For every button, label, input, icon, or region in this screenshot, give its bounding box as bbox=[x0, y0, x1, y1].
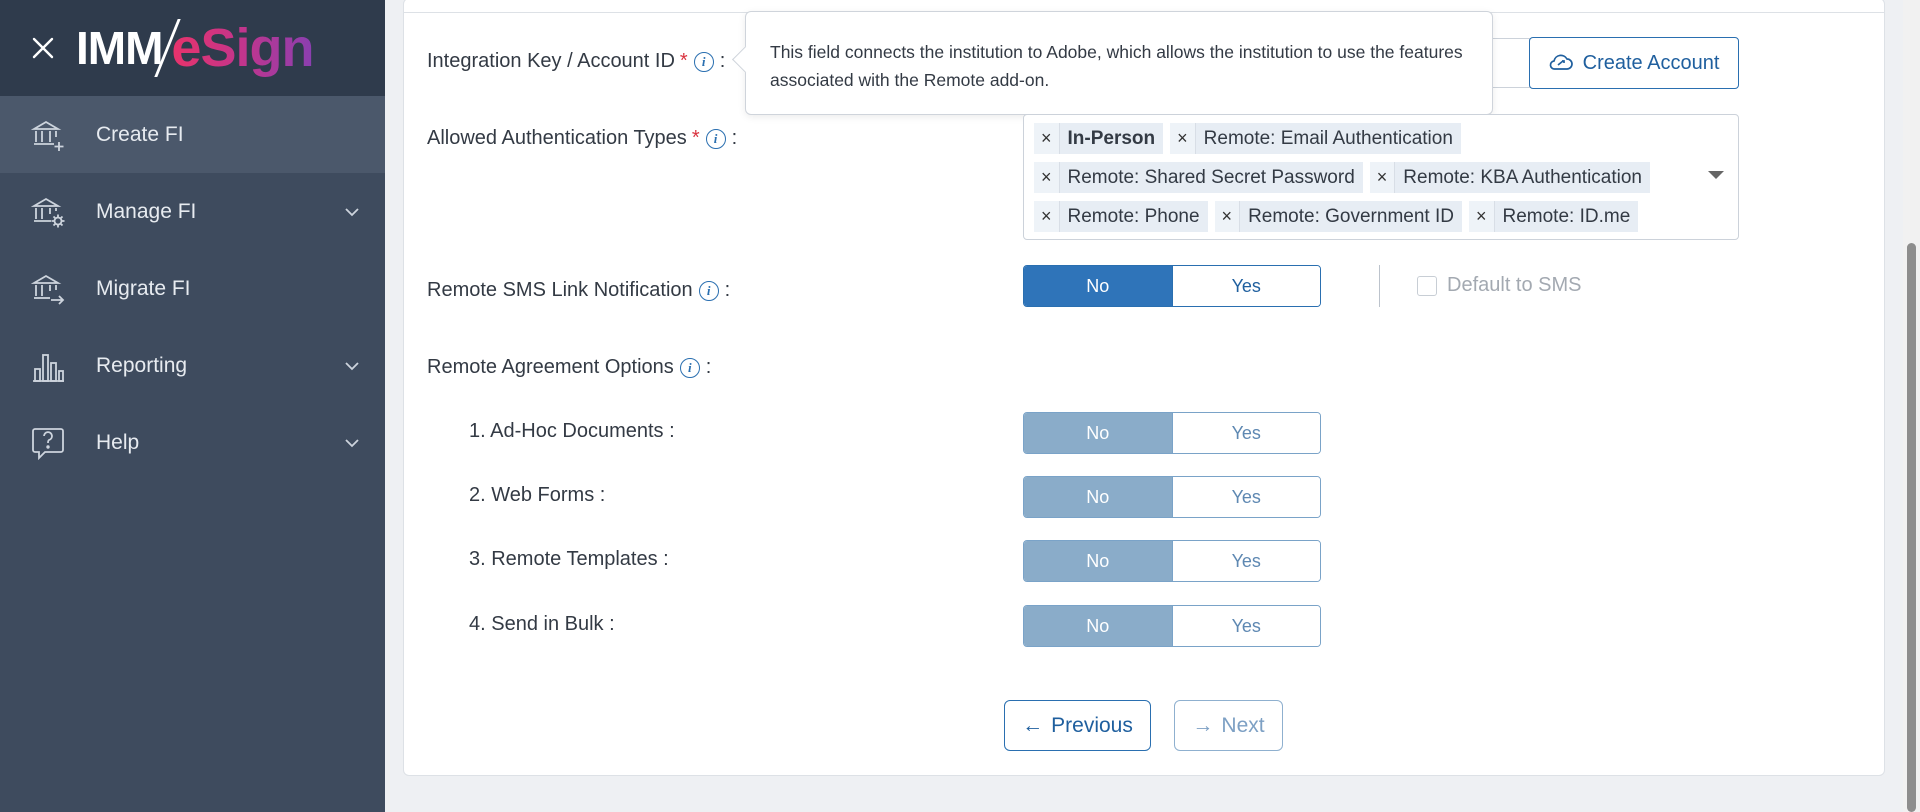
logo-imm: IMM bbox=[76, 22, 163, 74]
web-forms-toggle bbox=[1023, 476, 1321, 518]
chip-idme bbox=[1469, 201, 1638, 232]
adhoc-documents-label: 1. Ad-Hoc Documents : bbox=[469, 420, 675, 442]
toggle-no-button[interactable]: No bbox=[1024, 266, 1172, 306]
chip-label: In-Person bbox=[1060, 123, 1164, 154]
toggle-yes-button[interactable]: Yes bbox=[1172, 413, 1321, 453]
chevron-down-icon bbox=[343, 434, 361, 452]
toggle-yes-button[interactable]: Yes bbox=[1172, 541, 1321, 581]
sidebar-item-migrate-fi[interactable] bbox=[0, 250, 385, 327]
auth-types-label bbox=[427, 127, 737, 150]
chip-in-person bbox=[1034, 123, 1163, 154]
sidebar-item-create-fi[interactable] bbox=[0, 96, 385, 173]
chevron-down-icon bbox=[343, 357, 361, 375]
chip-kba-auth bbox=[1370, 162, 1650, 193]
sidebar-header bbox=[0, 0, 385, 96]
default-to-sms-label: Default to SMS bbox=[1447, 274, 1582, 296]
caret-down-icon[interactable] bbox=[1708, 171, 1724, 179]
bank-add-icon bbox=[30, 117, 66, 153]
create-account-label: Create Account bbox=[1582, 51, 1720, 74]
chip-label: Remote: ID.me bbox=[1495, 201, 1639, 232]
sms-link-text: Remote SMS Link Notification bbox=[427, 279, 693, 301]
arrow-left-icon: ← bbox=[1022, 713, 1044, 737]
adhoc-documents-toggle bbox=[1023, 412, 1321, 454]
sidebar-item-label: Migrate FI bbox=[96, 276, 191, 300]
tooltip-text: This field connects the institution to Adobe, which allows the institution to use the features associated with the Remote add-on. bbox=[770, 42, 1463, 90]
sidebar-item-label: Manage FI bbox=[96, 199, 197, 223]
chip-label: Remote: Shared Secret Password bbox=[1060, 162, 1363, 193]
chip-remove-icon[interactable]: × bbox=[1034, 162, 1060, 193]
integration-key-text: Integration Key / Account ID bbox=[427, 50, 675, 72]
auth-types-multiselect[interactable] bbox=[1023, 114, 1739, 240]
chip-remove-icon[interactable]: × bbox=[1370, 162, 1396, 193]
sidebar-item-label: Help bbox=[96, 430, 140, 454]
previous-button[interactable] bbox=[1004, 700, 1151, 751]
chip-label: Remote: Phone bbox=[1060, 201, 1208, 232]
default-to-sms-checkbox[interactable] bbox=[1417, 276, 1437, 296]
next-label: Next bbox=[1221, 713, 1265, 737]
chip-label: Remote: Email Authentication bbox=[1196, 123, 1461, 154]
agreement-options-text: Remote Agreement Options bbox=[427, 356, 674, 378]
cloud-key-icon bbox=[1549, 53, 1573, 73]
label-colon: : bbox=[731, 127, 738, 149]
bank-gear-icon bbox=[30, 194, 66, 230]
previous-label: Previous bbox=[1051, 713, 1133, 737]
chip-shared-secret bbox=[1034, 162, 1363, 193]
info-icon[interactable]: i bbox=[694, 52, 714, 72]
chip-government-id bbox=[1215, 201, 1462, 232]
app-logo bbox=[76, 0, 313, 96]
sidebar-item-help[interactable] bbox=[0, 404, 385, 481]
toggle-no-button[interactable]: No bbox=[1024, 413, 1172, 453]
agreement-options-label bbox=[427, 356, 711, 379]
next-button[interactable] bbox=[1174, 700, 1283, 751]
remote-templates-toggle bbox=[1023, 540, 1321, 582]
bar-chart-icon bbox=[30, 348, 66, 384]
chip-email-auth bbox=[1170, 123, 1461, 154]
toggle-yes-button[interactable]: Yes bbox=[1172, 266, 1321, 306]
bank-arrow-icon bbox=[30, 271, 66, 307]
info-tooltip bbox=[745, 11, 1493, 115]
remote-templates-label: 3. Remote Templates : bbox=[469, 548, 669, 570]
chip-label: Remote: KBA Authentication bbox=[1395, 162, 1650, 193]
chip-remove-icon[interactable]: × bbox=[1469, 201, 1495, 232]
send-in-bulk-toggle bbox=[1023, 605, 1321, 647]
required-asterisk: * bbox=[691, 127, 700, 149]
toggle-yes-button[interactable]: Yes bbox=[1172, 477, 1321, 517]
info-icon[interactable]: i bbox=[680, 358, 700, 378]
sidebar-item-label: Reporting bbox=[96, 353, 188, 377]
toggle-yes-button[interactable]: Yes bbox=[1172, 606, 1321, 646]
divider bbox=[1379, 265, 1380, 307]
toggle-no-button[interactable]: No bbox=[1024, 541, 1172, 581]
auth-types-text: Allowed Authentication Types bbox=[427, 127, 687, 149]
sidebar-item-reporting[interactable] bbox=[0, 327, 385, 404]
chip-remove-icon[interactable]: × bbox=[1034, 123, 1060, 154]
close-icon[interactable] bbox=[22, 27, 64, 69]
chip-phone bbox=[1034, 201, 1208, 232]
create-account-button[interactable] bbox=[1529, 37, 1739, 89]
help-bubble-icon bbox=[30, 425, 66, 461]
chip-label: Remote: Government ID bbox=[1240, 201, 1462, 232]
chip-remove-icon[interactable]: × bbox=[1170, 123, 1196, 154]
required-asterisk: * bbox=[679, 50, 688, 72]
chip-remove-icon[interactable]: × bbox=[1034, 201, 1060, 232]
label-colon: : bbox=[705, 356, 712, 378]
sidebar-item-label: Create FI bbox=[96, 122, 184, 146]
chip-remove-icon[interactable]: × bbox=[1215, 201, 1241, 232]
chips-row bbox=[1034, 201, 1738, 232]
chips-row bbox=[1034, 123, 1738, 154]
web-forms-label: 2. Web Forms : bbox=[469, 484, 606, 506]
label-colon: : bbox=[724, 279, 731, 301]
sms-link-label bbox=[427, 279, 730, 302]
scrollbar-thumb[interactable] bbox=[1907, 243, 1916, 812]
arrow-right-icon: → bbox=[1192, 713, 1214, 737]
info-icon[interactable]: i bbox=[699, 281, 719, 301]
default-to-sms-option bbox=[1417, 274, 1582, 297]
integration-key-label bbox=[427, 50, 725, 73]
send-in-bulk-label: 4. Send in Bulk : bbox=[469, 613, 615, 635]
logo-esign: eSign bbox=[171, 18, 314, 78]
chips-row bbox=[1034, 162, 1738, 193]
info-icon[interactable]: i bbox=[706, 129, 726, 149]
toggle-no-button[interactable]: No bbox=[1024, 477, 1172, 517]
sms-link-toggle bbox=[1023, 265, 1321, 307]
sidebar bbox=[0, 0, 385, 812]
sidebar-item-manage-fi[interactable] bbox=[0, 173, 385, 250]
toggle-no-button[interactable]: No bbox=[1024, 606, 1172, 646]
chevron-down-icon bbox=[343, 203, 361, 221]
label-colon: : bbox=[719, 50, 726, 72]
